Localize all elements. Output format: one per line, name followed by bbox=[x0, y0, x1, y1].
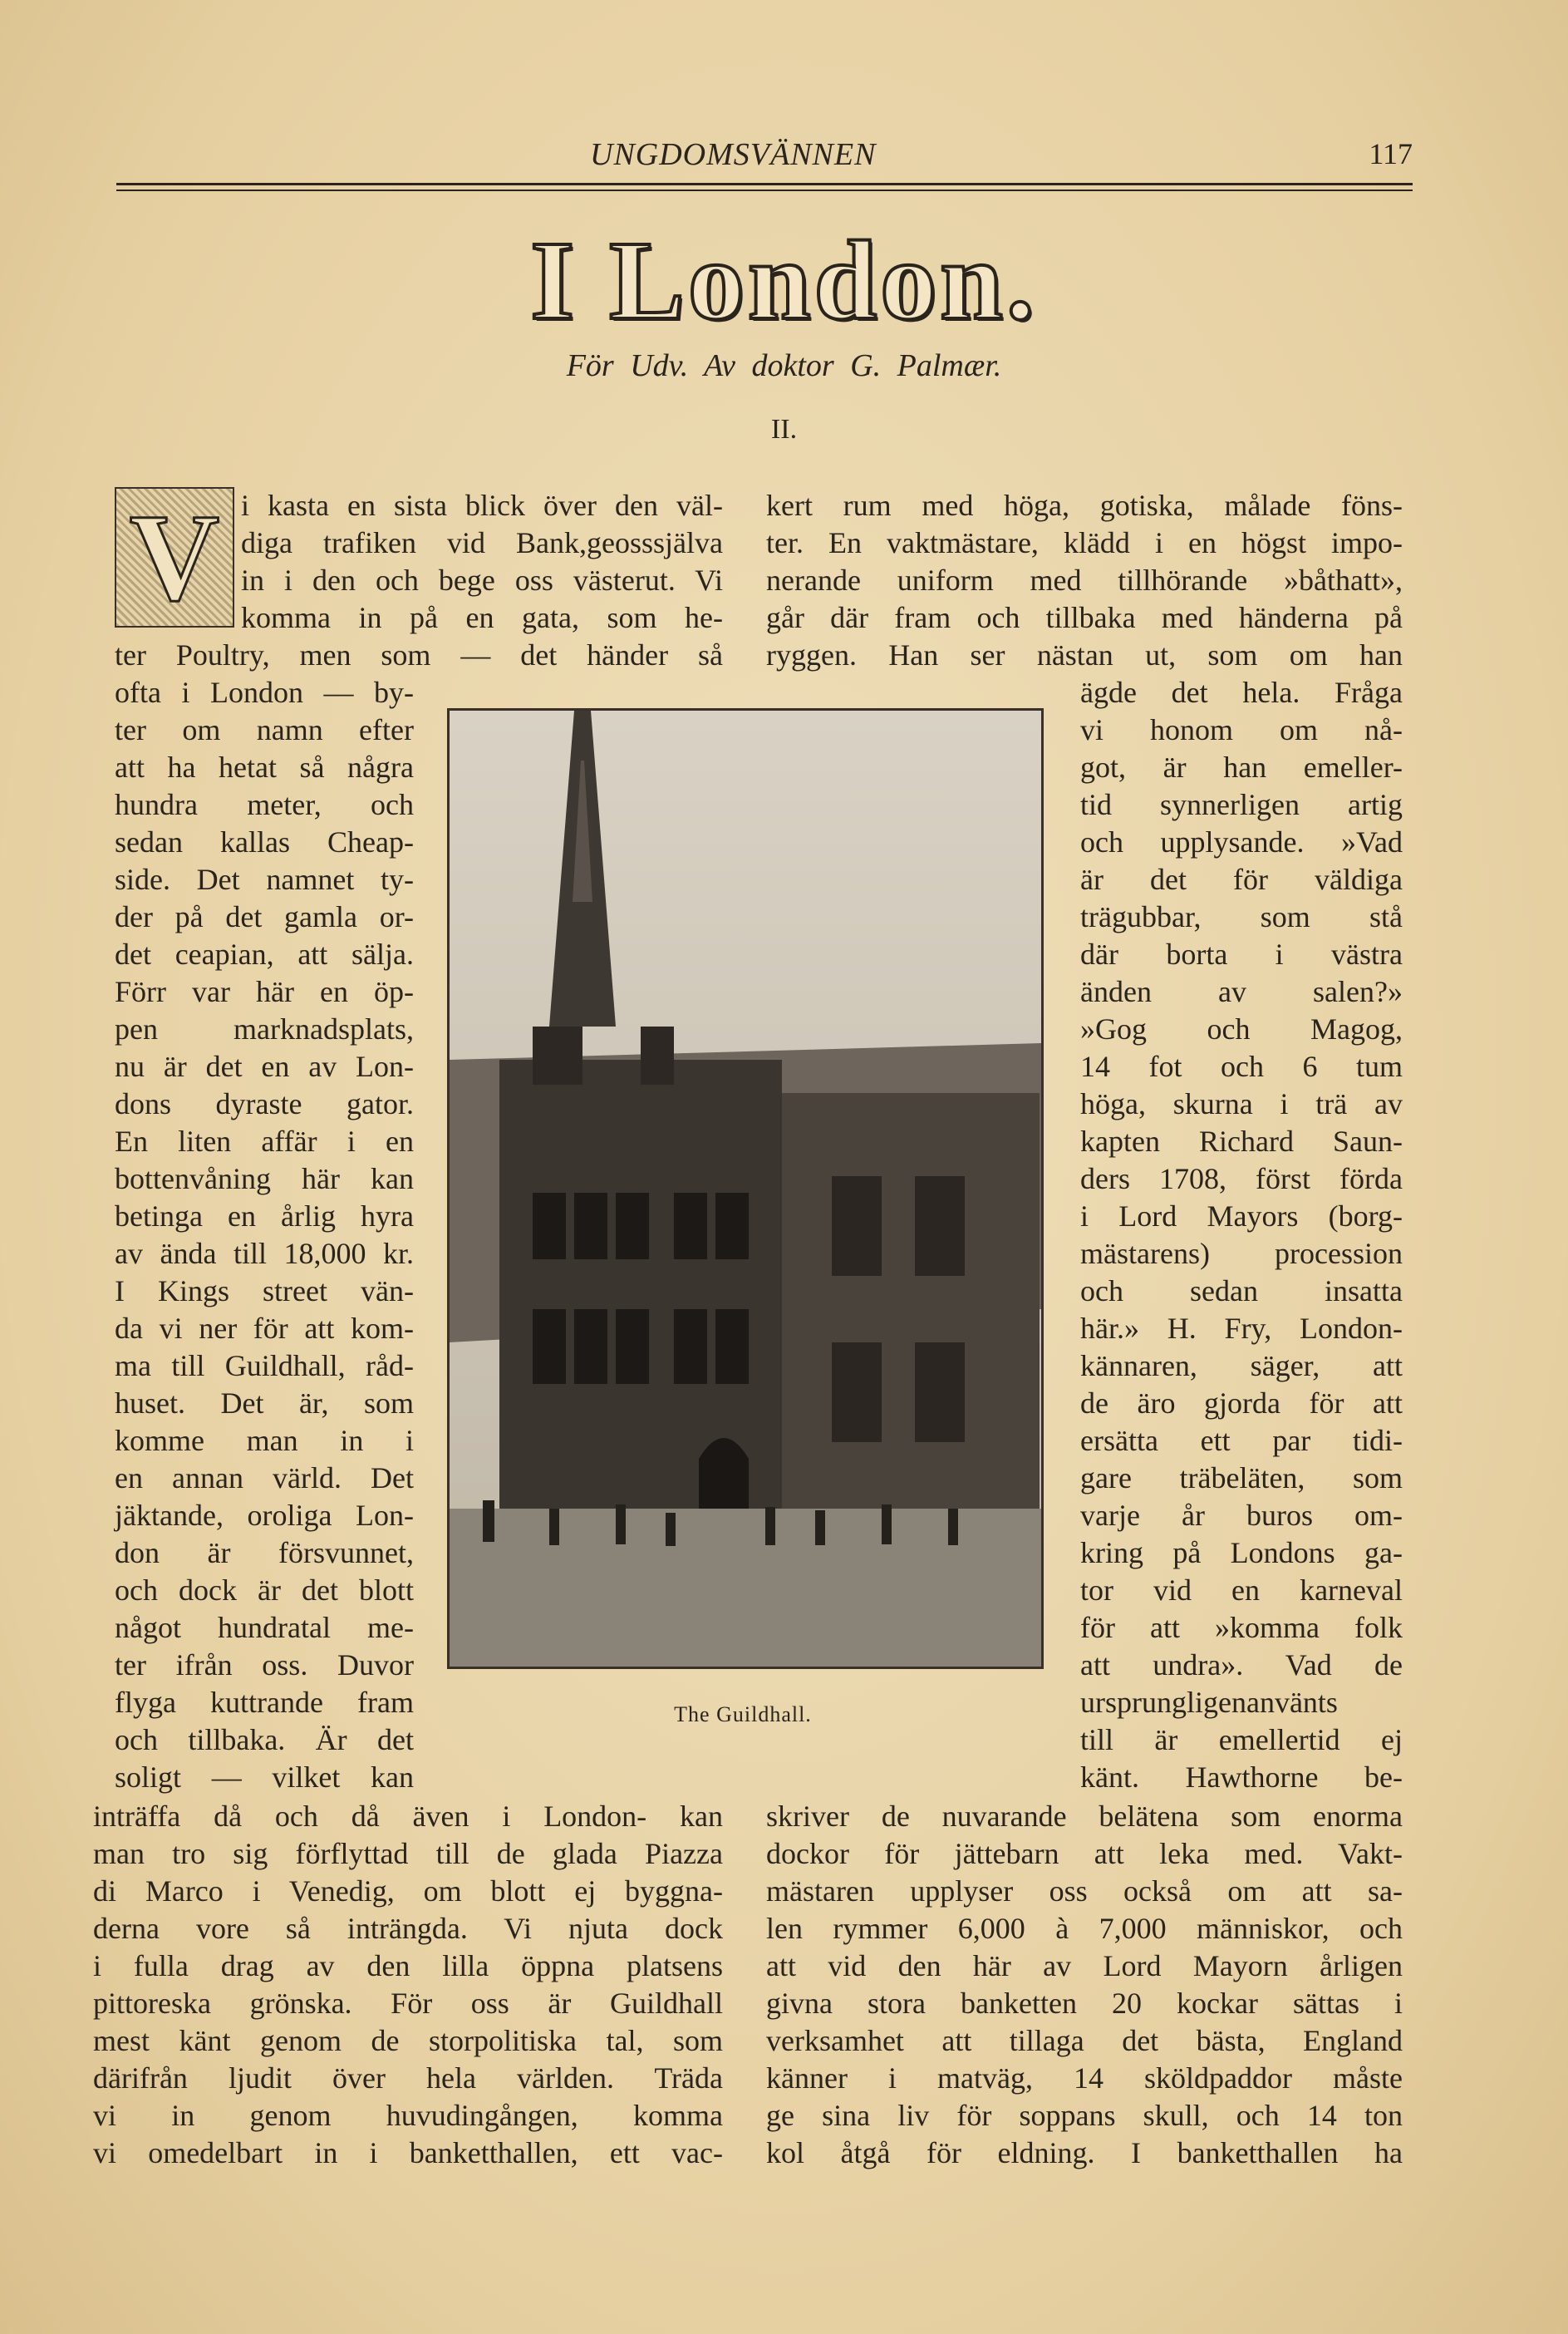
text-line: mästarens) procession bbox=[1080, 1237, 1403, 1270]
text-line: höga, skurna i trä av bbox=[1080, 1087, 1403, 1120]
running-header bbox=[116, 133, 1413, 183]
text-line: känner i matväg, 14 sköldpaddor måste bbox=[766, 2061, 1403, 2095]
text-line: är det för väldiga bbox=[1080, 863, 1403, 896]
text-line: i Lord Mayors (borg- bbox=[1080, 1199, 1403, 1233]
text-line: att undra». Vad de bbox=[1080, 1648, 1403, 1682]
text-line: trägubbar, som stå bbox=[1080, 900, 1403, 933]
text-line: och sedan insatta bbox=[1080, 1274, 1403, 1307]
text-line: len rymmer 6,000 à 7,000 människor, och bbox=[766, 1912, 1403, 1945]
text-line: gare träbeläten, som bbox=[1080, 1461, 1403, 1494]
text-line: »Gog och Magog, bbox=[1080, 1012, 1403, 1046]
text-line: ter. En vaktmästare, klädd i en högst impo- bbox=[766, 526, 1403, 559]
left-column-top bbox=[241, 487, 723, 637]
text-line: av ända till 18,000 kr. bbox=[115, 1237, 414, 1270]
text-line: att ha hetat så några bbox=[115, 751, 414, 784]
right-column-bottom bbox=[766, 1798, 1403, 2172]
text-line: de äro gjorda för att bbox=[1080, 1386, 1403, 1420]
text-line: mest känt genom de storpolitiska tal, som bbox=[93, 2024, 723, 2057]
text-line: side. Det namnet ty- bbox=[115, 863, 414, 896]
text-line: går där fram och tillbaka med händerna på bbox=[766, 601, 1403, 634]
text-line: skriver de nuvarande belätena som enorma bbox=[766, 1800, 1403, 1833]
text-line: i fulla drag av den lilla öppna platsens bbox=[93, 1949, 723, 1982]
text-line: sedan kallas Cheap- bbox=[115, 825, 414, 859]
text-line: ryggen. Han ser nästan ut, som om han bbox=[766, 638, 1403, 672]
text-line: känt. Hawthorne be- bbox=[1080, 1760, 1403, 1794]
text-line: vi honom om nå- bbox=[1080, 713, 1403, 746]
text-line: pittoreska grönska. För oss är Guildhall bbox=[93, 1987, 723, 2020]
text-line: huset. Det är, som bbox=[115, 1386, 414, 1420]
text-line: flyga kuttrande fram bbox=[115, 1686, 414, 1719]
text-line: mästaren upplyser oss också om att sa- bbox=[766, 1874, 1403, 1908]
text-line: vi in genom huvudingången, komma bbox=[93, 2099, 723, 2132]
text-line: vi omedelbart in i banketthallen, ett vac- bbox=[93, 2136, 723, 2169]
header-rule-bottom bbox=[116, 190, 1413, 191]
text-line: ursprungligenanvänts bbox=[1080, 1686, 1338, 1719]
text-line: därifrån ljudit över hela världen. Träda bbox=[93, 2061, 723, 2095]
text-line: hundra meter, och bbox=[115, 788, 414, 821]
text-line: tid synnerligen artig bbox=[1080, 788, 1403, 821]
text-line: ägde det hela. Fråga bbox=[1080, 676, 1403, 709]
text-line: betinga en årlig hyra bbox=[115, 1199, 414, 1233]
drop-cap: V bbox=[115, 487, 234, 628]
guildhall-illustration bbox=[450, 711, 1041, 1667]
header-rule-top bbox=[116, 183, 1413, 185]
text-line: det ceapian, att sälja. bbox=[115, 938, 414, 971]
text-line: att vid den här av Lord Mayorn årligen bbox=[766, 1949, 1403, 1982]
text-line: och upplysande. »Vad bbox=[1080, 825, 1403, 859]
text-line: di Marco i Venedig, om blott ej byggna- bbox=[93, 1874, 723, 1908]
text-line: komme man in i bbox=[115, 1424, 414, 1457]
text-line: derna vore så inträngda. Vi njuta dock bbox=[93, 1912, 723, 1945]
text-line: dockor för jättebarn att leka med. Vakt- bbox=[766, 1837, 1403, 1870]
text-line: ofta i London — by- bbox=[115, 676, 414, 709]
article-byline: För Udv. Av doktor G. Palmær. bbox=[566, 348, 1002, 383]
photo-caption: The Guildhall. bbox=[674, 1702, 812, 1726]
text-line: kapten Richard Saun- bbox=[1080, 1125, 1403, 1158]
right-column-top bbox=[766, 487, 1403, 674]
text-line: inträffa då och då även i London- kan bbox=[93, 1800, 723, 1833]
text-line: och dock är det blott bbox=[115, 1573, 414, 1607]
left-column-bottom bbox=[93, 1798, 723, 2172]
text-line: bottenvåning här kan bbox=[115, 1162, 414, 1195]
text-line: 14 fot och 6 tum bbox=[1080, 1050, 1403, 1083]
text-line: ders 1708, först förda bbox=[1080, 1162, 1403, 1195]
text-line: man tro sig förflyttad till de glada Piazza bbox=[93, 1837, 723, 1870]
left-column-line bbox=[115, 637, 723, 674]
article-title: I London. bbox=[530, 219, 1038, 343]
text-line: got, är han emeller- bbox=[1080, 751, 1403, 784]
text-line: för att »komma folk bbox=[1080, 1611, 1403, 1644]
text-line: Förr var här en öp- bbox=[115, 975, 414, 1008]
text-line: kring på Londons ga- bbox=[1080, 1536, 1403, 1569]
left-column-narrow bbox=[115, 674, 414, 1796]
text-line: da vi ner för att kom- bbox=[115, 1312, 414, 1345]
text-line: i kasta en sista blick över den väl- bbox=[241, 489, 723, 522]
right-column-narrow bbox=[1080, 674, 1403, 1796]
text-line: nerande uniform med tillhörande »båthatt», bbox=[766, 564, 1403, 597]
section-number: II. bbox=[770, 414, 798, 445]
text-line: I Kings street vän- bbox=[115, 1274, 414, 1307]
text-line: och tillbaka. Är det bbox=[115, 1723, 414, 1756]
guildhall-photo bbox=[447, 708, 1044, 1669]
text-line: in i den och bege oss västerut. Vi bbox=[241, 564, 723, 597]
page-number: 117 bbox=[1369, 137, 1413, 170]
text-line: här.» H. Fry, London- bbox=[1080, 1312, 1403, 1345]
text-line: komma in på en gata, som he- bbox=[241, 601, 723, 634]
text-line: änden av salen?» bbox=[1080, 975, 1403, 1008]
text-line: ter ifrån oss. Duvor bbox=[115, 1648, 414, 1682]
text-line: soligt — vilket kan bbox=[115, 1760, 414, 1794]
text-line: don är försvunnet, bbox=[115, 1536, 414, 1569]
journal-title: UNGDOMSVÄNNEN bbox=[590, 137, 877, 172]
text-line: kert rum med höga, gotiska, målade föns- bbox=[766, 489, 1403, 522]
text-line: kännaren, säger, att bbox=[1080, 1349, 1403, 1382]
text-line: diga trafiken vid Bank,geosssjälva bbox=[241, 526, 723, 559]
text-line: jäktande, oroliga Lon- bbox=[115, 1499, 414, 1532]
text-line: något hundratal me- bbox=[115, 1611, 414, 1644]
text-line: där borta i västra bbox=[1080, 938, 1403, 971]
text-line: till är emellertid ej bbox=[1080, 1723, 1403, 1756]
text-line: ersätta ett par tidi- bbox=[1080, 1424, 1403, 1457]
text-line: nu är det en av Lon- bbox=[115, 1050, 414, 1083]
text-line: En liten affär i en bbox=[115, 1125, 414, 1158]
text-line: verksamhet att tillaga det bästa, England bbox=[766, 2024, 1403, 2057]
text-line: ma till Guildhall, råd- bbox=[115, 1349, 414, 1382]
text-line: kol åtgå för eldning. I banketthallen ha bbox=[766, 2136, 1403, 2169]
text-line: ge sina liv för soppans skull, och 14 ton bbox=[766, 2099, 1403, 2132]
text-line: ter om namn efter bbox=[115, 713, 414, 746]
text-line: givna stora banketten 20 kockar sättas i bbox=[766, 1987, 1403, 2020]
text-line: dons dyraste gator. bbox=[115, 1087, 414, 1120]
text-line: varje år buros om- bbox=[1080, 1499, 1403, 1532]
text-line: tor vid en karneval bbox=[1080, 1573, 1403, 1607]
text-line: ter Poultry, men som — det händer så bbox=[115, 638, 723, 672]
text-line: pen marknadsplats, bbox=[115, 1012, 414, 1046]
text-line: der på det gamla or- bbox=[115, 900, 414, 933]
text-line: en annan värld. Det bbox=[115, 1461, 414, 1494]
